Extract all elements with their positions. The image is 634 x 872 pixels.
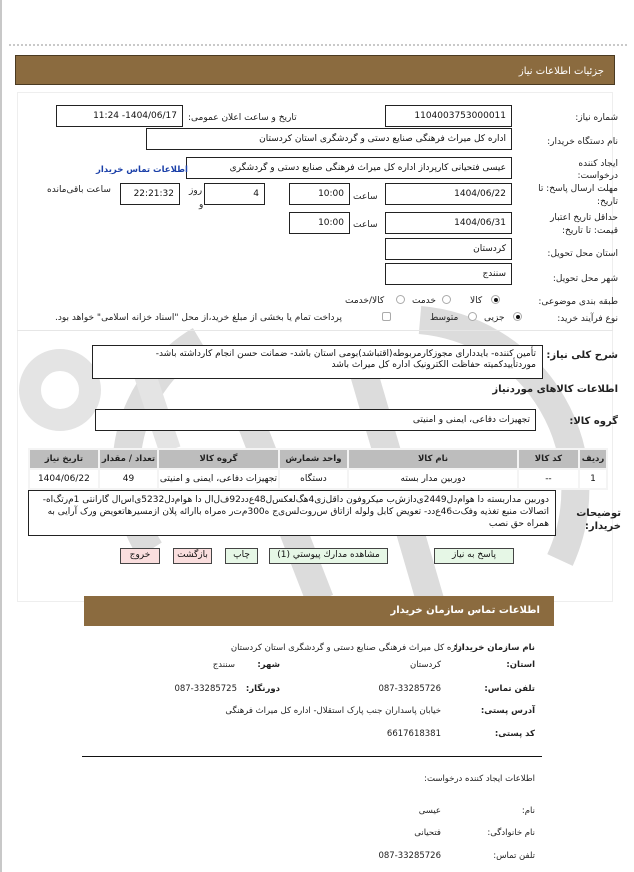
category-radio-goods-service[interactable] [396,295,405,304]
top-dotted-divider [9,44,627,47]
contact-fax-label: دورنگار: [245,684,280,694]
col-item-code: کد کالا [519,450,578,468]
need-number-label: شماره نیاز: [575,113,618,123]
contact-fax-value: 087-33285725 [174,684,237,694]
validity-time-field: 10:00 [289,212,350,234]
summary-line-2: موردتأییدکمیته حفاظت الکترونیک اداره کل میراث باشد [331,360,536,370]
creator-first-name-label: نام: [521,806,535,816]
exit-button[interactable]: خروج [120,548,160,564]
deadline-label: مهلت ارسال پاسخ: تا [538,184,618,194]
contact-province-label: استان: [506,660,535,670]
col-need-date: تاریخ نیاز [30,450,98,468]
deadline-date-field: 1404/06/22 [385,183,512,205]
summary-box [92,345,543,379]
contact-phone-label: تلفن تماس: [484,684,535,694]
remaining-days-field: 4 [204,183,265,205]
buyer-notes-box [28,490,556,536]
contact-province-value: کردستان [409,660,441,670]
contact-city-label: شهر: [257,660,280,670]
buyer-contact-title: اطلاعات تماس سازمان خریدار [390,605,540,616]
process-radio-minor[interactable] [513,312,522,321]
reply-button[interactable]: پاسخ به نیاز [434,548,514,564]
treasury-checkbox[interactable] [382,312,391,321]
view-attachments-button[interactable]: مشاهده مدارك پيوستي (1) [269,548,388,564]
col-item-name: نام کالا [349,450,517,468]
city-label: شهر محل تحویل: [552,274,618,284]
process-radio-medium[interactable] [468,312,477,321]
contact-org-label: نام سازمان خریدار: [453,643,535,653]
page-title: جزئیات اطلاعات نیاز [518,66,604,77]
deadline-time-field: 10:00 [289,183,350,205]
remaining-time-field: 22:21:32 [120,183,180,205]
back-button[interactable]: بازگشت [173,548,212,564]
announce-date-field: 1404/06/17- 11:24 [56,105,183,127]
buyer-notes-label: توضیحات [576,508,621,519]
goods-table-header [30,450,606,468]
creator-phone-label: تلفن تماس: [493,851,535,861]
goods-table [28,448,608,490]
page-header [15,55,615,85]
announce-date-label: تاریخ و ساعت اعلان عمومی: [188,113,297,123]
contact-phone-value: 087-33285726 [378,684,441,694]
deadline-label-2: تاریخ: [597,197,618,207]
buyer-contact-link[interactable]: اطلاعات تماس خریدار [96,165,188,175]
city-field: سنندج [385,263,512,285]
category-radio-goods[interactable] [491,295,500,304]
table-row [30,470,606,488]
creator-phone-value: 087-33285726 [378,851,441,861]
print-button[interactable]: چاپ [225,548,258,564]
buyer-notes-line-3: همراه حق نصب [488,519,549,529]
col-row-number: ردیف [580,450,606,468]
category-option-goods-service: کالا/خدمت [345,296,385,306]
buyer-contact-header [84,596,554,626]
cell-item-code: -- [519,470,578,488]
goods-section-title: اطلاعات کالاهای موردنیاز [492,384,618,395]
contact-org-value: اداره کل میراث فرهنگی صنایع دستی و گردشگری استان کردستان [230,643,464,653]
category-option-goods: کالا [470,296,483,306]
and-label: و [199,200,204,210]
buyer-org-label: نام دستگاه خریدار: [547,137,618,147]
cell-unit: دستگاه [280,470,347,488]
process-option-minor: جزیی [484,313,505,323]
buyer-notes-line-1: دوربین مداربسته دا هوام‌دل2449ی‌دازش‌ب میکروفون داقل‌زی4هگ‌لعکس‌ل48ع‌دد92ف‌ل‌ال دا هوام‌دل5232ی‌اس‌ال گارانتی 1م‌رتگ‌اه- [42,495,549,505]
summary-line-1: تأمین کننده- بایددارای مجوزکارمربوطه(اقتباشد)بومی استان باشد- ضمانت حسن انجام کارداشته باشد- [155,349,536,359]
province-label: استان محل تحویل: [547,249,618,259]
buyer-notes-label-2: خریدار: [584,521,621,532]
contact-address-label: آدرس پستی: [480,706,535,716]
category-option-service: خدمت [412,296,436,306]
treasury-checkbox-label: پرداخت تمام یا بخشی از مبلغ خرید،از محل "اسناد خزانه اسلامی" خواهد بود. [55,313,343,323]
contact-city-value: سنندج [212,660,235,670]
deadline-time-label: ساعت [353,192,378,202]
col-item-group: گروه کالا [159,450,278,468]
need-number-field: 1104003753000011 [385,105,512,127]
creator-label: ایجاد کننده [578,159,618,169]
col-unit: واحد شمارش [280,450,347,468]
section-divider [17,330,613,331]
window-left-border [0,0,2,872]
cell-item-name: دوربین مدار بسته [349,470,517,488]
goods-group-label: گروه کالا: [569,416,618,427]
cell-need-date: 1404/06/22 [30,470,98,488]
validity-label-2: قیمت: تا تاریخ: [562,226,618,236]
validity-time-label: ساعت [353,220,378,230]
contact-address-value: خیابان پاسداران جنب پارک استقلال- اداره کل میراث فرهنگی [225,706,441,716]
creator-label-2: درخواست: [577,171,618,181]
cell-row-number: 1 [580,470,606,488]
creator-last-name-value: فتحیانی [414,828,441,838]
contact-postal-label: کد پستی: [494,729,535,739]
summary-label: شرح کلی نیاز: [546,350,618,361]
province-field: کردستان [385,238,512,260]
buyer-notes-line-2: اتصالات منبع تغذیه وفک‌ت46ع‌دد- تعویض کابل ولوله ازاتاق‌ س‌روت‌لس‌ی‌ج ه300م‌ت‌ر ه‌مراه باارائه پلان ازمسیرهاتعویض ورک آرایی به [47,507,549,517]
days-label: روز [189,186,203,196]
process-option-medium: متوسط [430,313,459,323]
remaining-time-label: ساعت باقی‌مانده [47,185,111,195]
contact-postal-value: 6617618381 [386,729,441,739]
process-label: نوع فرآیند خرید: [557,314,618,324]
goods-group-field: تجهیزات دفاعی، ایمنی و امنیتی [95,409,536,431]
creator-last-name-label: نام خانوادگی: [487,828,535,838]
category-label: طبقه بندی موضوعی: [538,297,618,307]
validity-date-field: 1404/06/31 [385,212,512,234]
cell-item-group: تجهیزات دفاعی، ایمنی و امنیتی [159,470,278,488]
validity-label: حداقل تاریخ اعتبار [550,213,618,223]
contact-divider [82,756,542,757]
creator-first-name-value: عیسی [418,806,441,816]
cell-quantity: 49 [100,470,157,488]
category-radio-service[interactable] [442,295,451,304]
creator-field: عیسی فتحیانی کارپرداز اداره کل میراث فرهنگی صنایع دستی و گردشگری [186,157,512,179]
creator-info-title: اطلاعات ایجاد کننده درخواست: [424,774,535,784]
buyer-org-field: اداره کل میراث فرهنگی صنایع دستی و گردشگری استان کردستان [146,128,512,150]
col-quantity: تعداد / مقدار [100,450,157,468]
